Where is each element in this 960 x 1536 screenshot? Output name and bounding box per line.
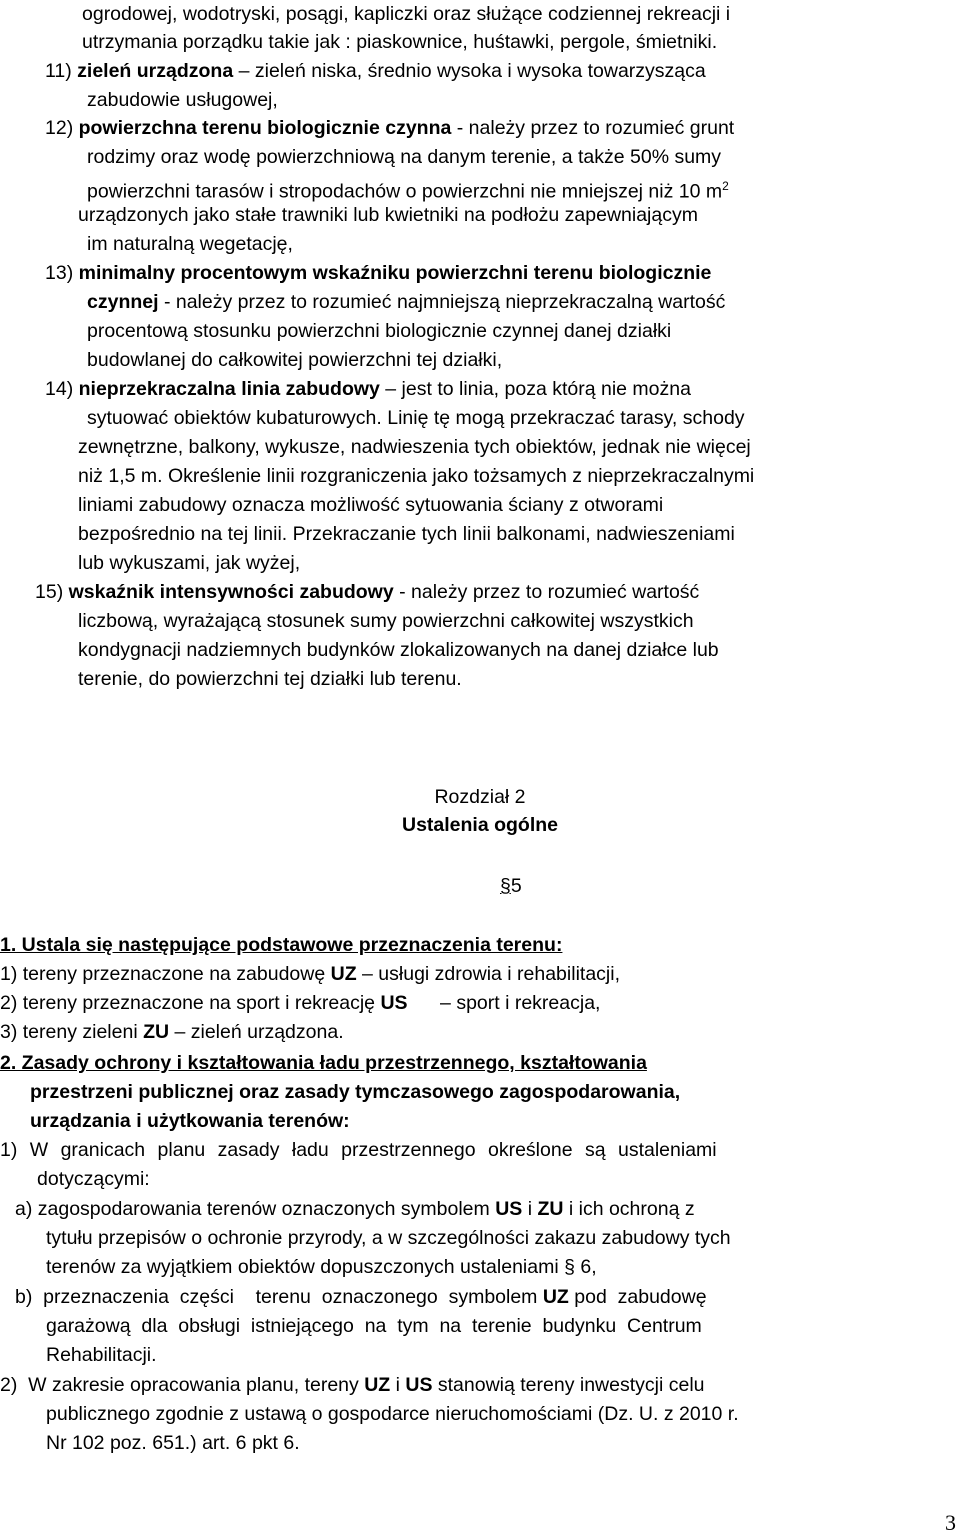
paragraph-line: tytułu przepisów o ochronie przyrody, a w szczególności zakazu zabudowy tych <box>46 1227 731 1249</box>
heading-text: przestrzeni publicznej oraz zasady tymczasowego zagospodarowania, <box>30 1081 681 1103</box>
definition-11 <box>45 57 706 85</box>
text-segment: powierzchni tarasów i stropodachów o powierzchni nie mniejszej niż 10 m <box>87 180 723 203</box>
defined-term: powierzchna terenu biologicznie czynna <box>78 117 452 139</box>
item-number: 14) <box>45 378 79 400</box>
subitem-a <box>15 1195 960 1223</box>
item-text: i ich ochroną z <box>563 1198 695 1220</box>
section-heading-2-cont <box>30 1078 680 1106</box>
heading-text: 2. Zasady ochrony i kształtowania ładu przestrzennego, kształtowania <box>0 1052 647 1074</box>
text-line: ogrodowej, wodotryski, posągi, kapliczki oraz służące codziennej rekreacji i <box>82 3 731 25</box>
list-item <box>0 989 600 1017</box>
section-number: 5 <box>510 875 522 897</box>
zone-symbol: US <box>495 1198 523 1220</box>
zone-symbol: ZU <box>143 1021 170 1043</box>
text-line: sytuować obiektów kubaturowych. Linię tę mogą przekraczać tarasy, schody <box>87 407 745 429</box>
text-line: zewnętrzne, balkony, wykusze, nadwieszenia tych obiektów, jednak nie więcej <box>78 436 751 458</box>
item-text: 2) tereny przeznaczone na sport i rekreację <box>0 992 381 1014</box>
text-line: kondygnacji nadziemnych budynków zlokalizowanych na danej działce lub <box>78 639 719 661</box>
superscript: 2 <box>722 179 729 193</box>
item-text: 3) tereny zieleni <box>0 1021 144 1043</box>
section-sign: § <box>500 875 511 897</box>
item-text: – zieleń urządzona. <box>169 1021 344 1043</box>
defined-term: zieleń urządzona <box>77 60 234 82</box>
section-heading-1 <box>0 931 562 959</box>
item-number: 11) <box>45 60 78 82</box>
definition-text: – jest to linia, poza którą nie można <box>379 378 691 400</box>
paragraph-line: publicznego zgodnie z ustawą o gospodarce nieruchomościami (Dz. U. z 2010 r. <box>46 1403 739 1425</box>
paragraph-line: dotyczącymi: <box>37 1168 150 1190</box>
heading-text: urządzania i użytkowania terenów: <box>30 1110 350 1132</box>
text-line: rodzimy oraz wodę powierzchniową na danym terenie, a także 50% sumy <box>87 146 722 168</box>
zone-symbol: US <box>405 1374 433 1396</box>
zone-symbol: UZ <box>364 1374 391 1396</box>
definition-text: - należy przez to rozumieć grunt <box>451 117 735 139</box>
section-mark <box>500 872 522 900</box>
page-number: 3 <box>945 1510 956 1535</box>
definition-text: – zieleń niska, średnio wysoka i wysoka towarzysząca <box>233 60 706 82</box>
item-number: 12) <box>45 117 79 139</box>
item-text: – usługi zdrowia i rehabilitacji, <box>356 963 620 985</box>
definition-14 <box>45 375 691 403</box>
definition-12 <box>45 114 734 142</box>
text-line: zabudowie usługowej, <box>87 89 278 111</box>
chapter-title <box>0 811 960 839</box>
item-text: i <box>390 1374 406 1396</box>
chapter-number: Rozdział 2 <box>434 786 526 808</box>
zone-symbol: UZ <box>330 963 357 985</box>
text-line: urządzonych jako stałe trawniki lub kwietniki na podłożu zapewniającym <box>78 204 698 226</box>
item-text: i <box>522 1198 538 1220</box>
definition-text: - należy przez to rozumieć najmniejszą nieprzekraczalną wartość <box>158 291 726 313</box>
definition-13 <box>45 259 711 287</box>
text-line: niż 1,5 m. Określenie linii rozgraniczenia jako tożsamych z nieprzekraczalnymi <box>78 465 755 487</box>
paragraph-2 <box>0 1371 705 1399</box>
paragraph-line: garażową dla obsługi istniejącego na tym na terenie budynku Centrum <box>46 1315 702 1337</box>
paragraph-line: Nr 102 poz. 651.) art. 6 pkt 6. <box>46 1432 300 1454</box>
item-text: 2) W zakresie opracowania planu, tereny <box>0 1374 365 1396</box>
defined-term: nieprzekraczalna linia zabudowy <box>78 378 380 400</box>
chapter-title-text: Ustalenia ogólne <box>401 814 559 836</box>
paragraph-line: terenów za wyjątkiem obiektów dopuszczonych ustaleniami § 6, <box>46 1256 597 1278</box>
text-line: lub wykuszami, jak wyżej, <box>78 552 301 574</box>
zone-symbol: US <box>380 992 408 1014</box>
defined-term: minimalny procentowym wskaźniku powierzchni terenu biologicznie <box>78 262 712 284</box>
section-heading-2-cont <box>30 1107 350 1135</box>
defined-term: wskaźnik intensywności zabudowy <box>68 581 394 603</box>
heading-text: 1. Ustala się następujące podstawowe przeznaczenia terenu: <box>0 934 563 956</box>
definition-text: - należy przez to rozumieć wartość <box>393 581 700 603</box>
zone-symbol: UZ <box>542 1286 569 1308</box>
text-line: liczbową, wyrażającą stosunek sumy powierzchni całkowitej wszystkich <box>78 610 694 632</box>
text-line: bezpośrednio na tej linii. Przekraczanie tych linii balkonami, nadwieszeniami <box>78 523 735 545</box>
text-line: terenie, do powierzchni tej działki lub terenu. <box>78 668 462 690</box>
list-item <box>0 960 620 988</box>
item-text: 1) tereny przeznaczone na zabudowę <box>0 963 331 985</box>
text-line: im naturalną wegetację, <box>87 233 293 255</box>
item-text: a) zagospodarowania terenów oznaczonych symbolem <box>15 1198 496 1220</box>
text-line <box>87 288 725 316</box>
item-number: 13) <box>45 262 79 284</box>
section-heading-2 <box>0 1049 647 1077</box>
text-line: procentową stosunku powierzchni biologicznie czynnej danej działki <box>87 320 672 342</box>
paragraph-line: Rehabilitacji. <box>46 1344 157 1366</box>
text-line: liniami zabudowy oznacza możliwość sytuowania ściany z otworami <box>78 494 664 516</box>
zone-symbol: ZU <box>537 1198 564 1220</box>
item-text: – sport i rekreacja, <box>407 992 601 1014</box>
item-text: pod zabudowę <box>568 1286 707 1308</box>
item-text: stanowią tereny inwestycji celu <box>432 1374 705 1396</box>
paragraph-line: 1) W granicach planu zasady ładu przestrzennego określone są ustaleniami <box>0 1139 717 1161</box>
subitem-b <box>15 1283 707 1311</box>
text-line: budowlanej do całkowitej powierzchni tej działki, <box>87 349 503 371</box>
defined-term: czynnej <box>87 291 159 313</box>
list-item <box>0 1018 344 1046</box>
item-number: 15) <box>35 581 69 603</box>
definition-15 <box>35 578 699 606</box>
text-line: utrzymania porządku takie jak : piaskownice, huśtawki, pergole, śmietniki. <box>82 31 718 53</box>
item-text: b) przeznaczenia części terenu oznaczonego symbolem <box>15 1286 543 1308</box>
